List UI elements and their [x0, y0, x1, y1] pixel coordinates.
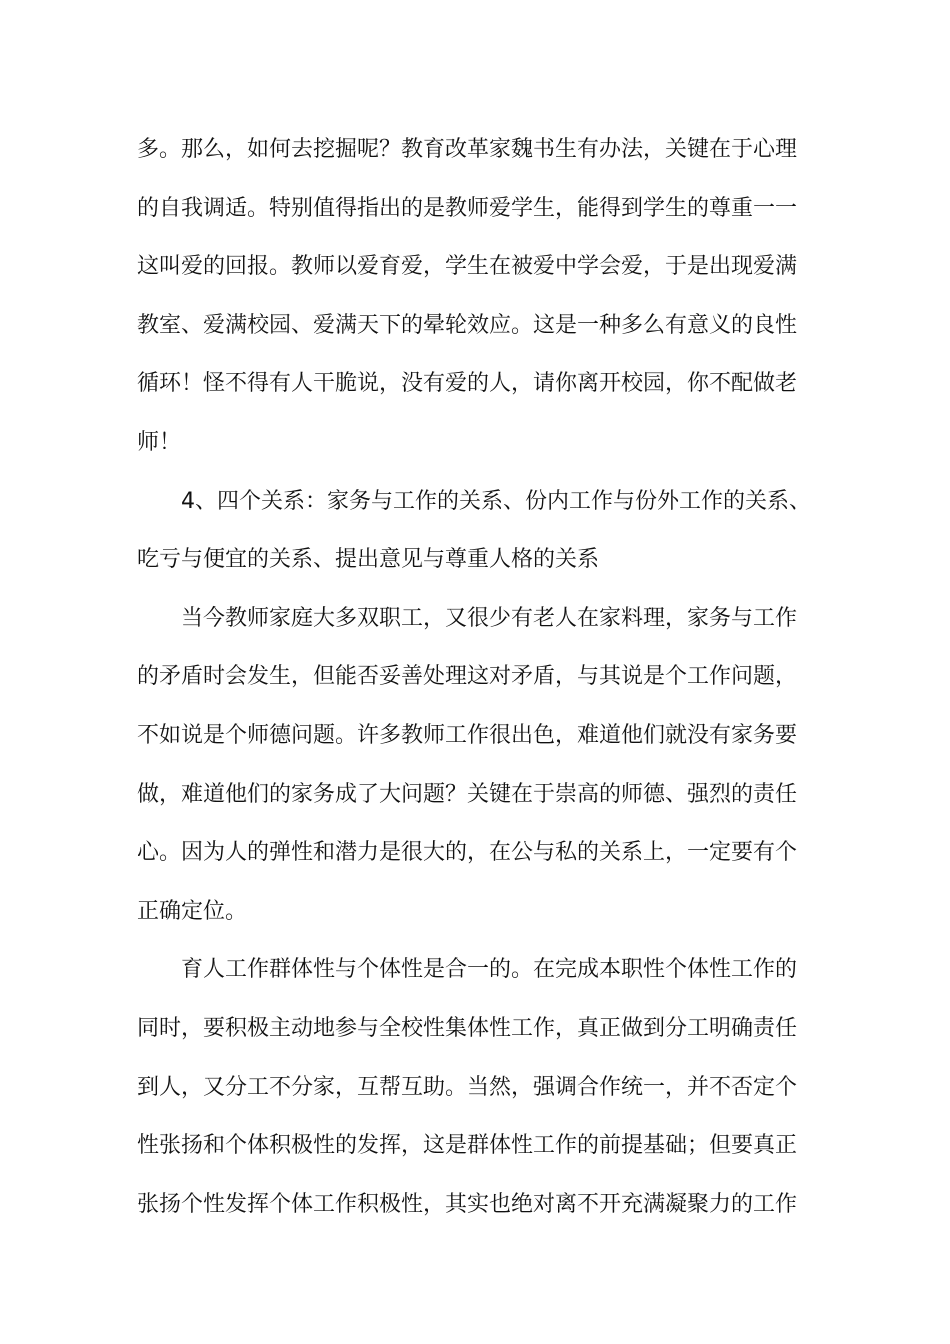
text-line: 吃亏与便宜的关系、提出意见与尊重人格的关系: [137, 547, 600, 573]
text-line: 的矛盾时会发生，但能否妥善处理这对矛盾，与其说是个工作问题，: [137, 664, 798, 690]
text-line: 不如说是个师德问题。许多教师工作很出色，难道他们就没有家务要: [137, 722, 798, 748]
text-line: 师！: [137, 429, 182, 455]
text-line: 育人工作群体性与个体性是合一的。在完成本职性个体性工作的: [181, 957, 798, 983]
text-line: 到人，又分工不分家，互帮互助。当然，强调合作统一，并不否定个: [137, 1074, 798, 1100]
text-line: 心。因为人的弹性和潜力是很大的，在公与私的关系上，一定要有个: [137, 840, 798, 866]
body-text: [137, 128, 827, 1241]
text-line: 循环！怪不得有人干脆说，没有爱的人，请你离开校园，你不配做老: [137, 371, 798, 397]
text-line: 的自我调适。特别值得指出的是教师爱学生，能得到学生的尊重一一: [137, 195, 798, 221]
text-line: 性张扬和个体积极性的发挥，这是群体性工作的前提基础；但要真正: [137, 1133, 798, 1159]
text-line: 正确定位。: [137, 898, 248, 924]
text-line: 张扬个性发挥个体工作积极性，其实也绝对离不开充满凝聚力的工作: [137, 1191, 798, 1217]
text-line: 多。那么，如何去挖掘呢？教育改革家魏书生有办法，关键在于心理: [137, 137, 798, 162]
text-line: 4、四个关系：家务与工作的关系、份内工作与份外工作的关系、: [181, 488, 811, 514]
text-line: 做，难道他们的家务成了大问题？关键在于崇高的师德、强烈的责任: [137, 781, 798, 807]
text-line: 同时，要积极主动地参与全校性集体性工作，真正做到分工明确责任: [137, 1015, 798, 1041]
text-line: 教室、爱满校园、爱满天下的晕轮效应。这是一种多么有意义的良性: [137, 312, 798, 338]
text-line: 这叫爱的回报。教师以爱育爱，学生在被爱中学会爱，于是出现爱满: [137, 254, 798, 280]
text-line: 当今教师家庭大多双职工，又很少有老人在家料理，家务与工作: [181, 605, 798, 631]
